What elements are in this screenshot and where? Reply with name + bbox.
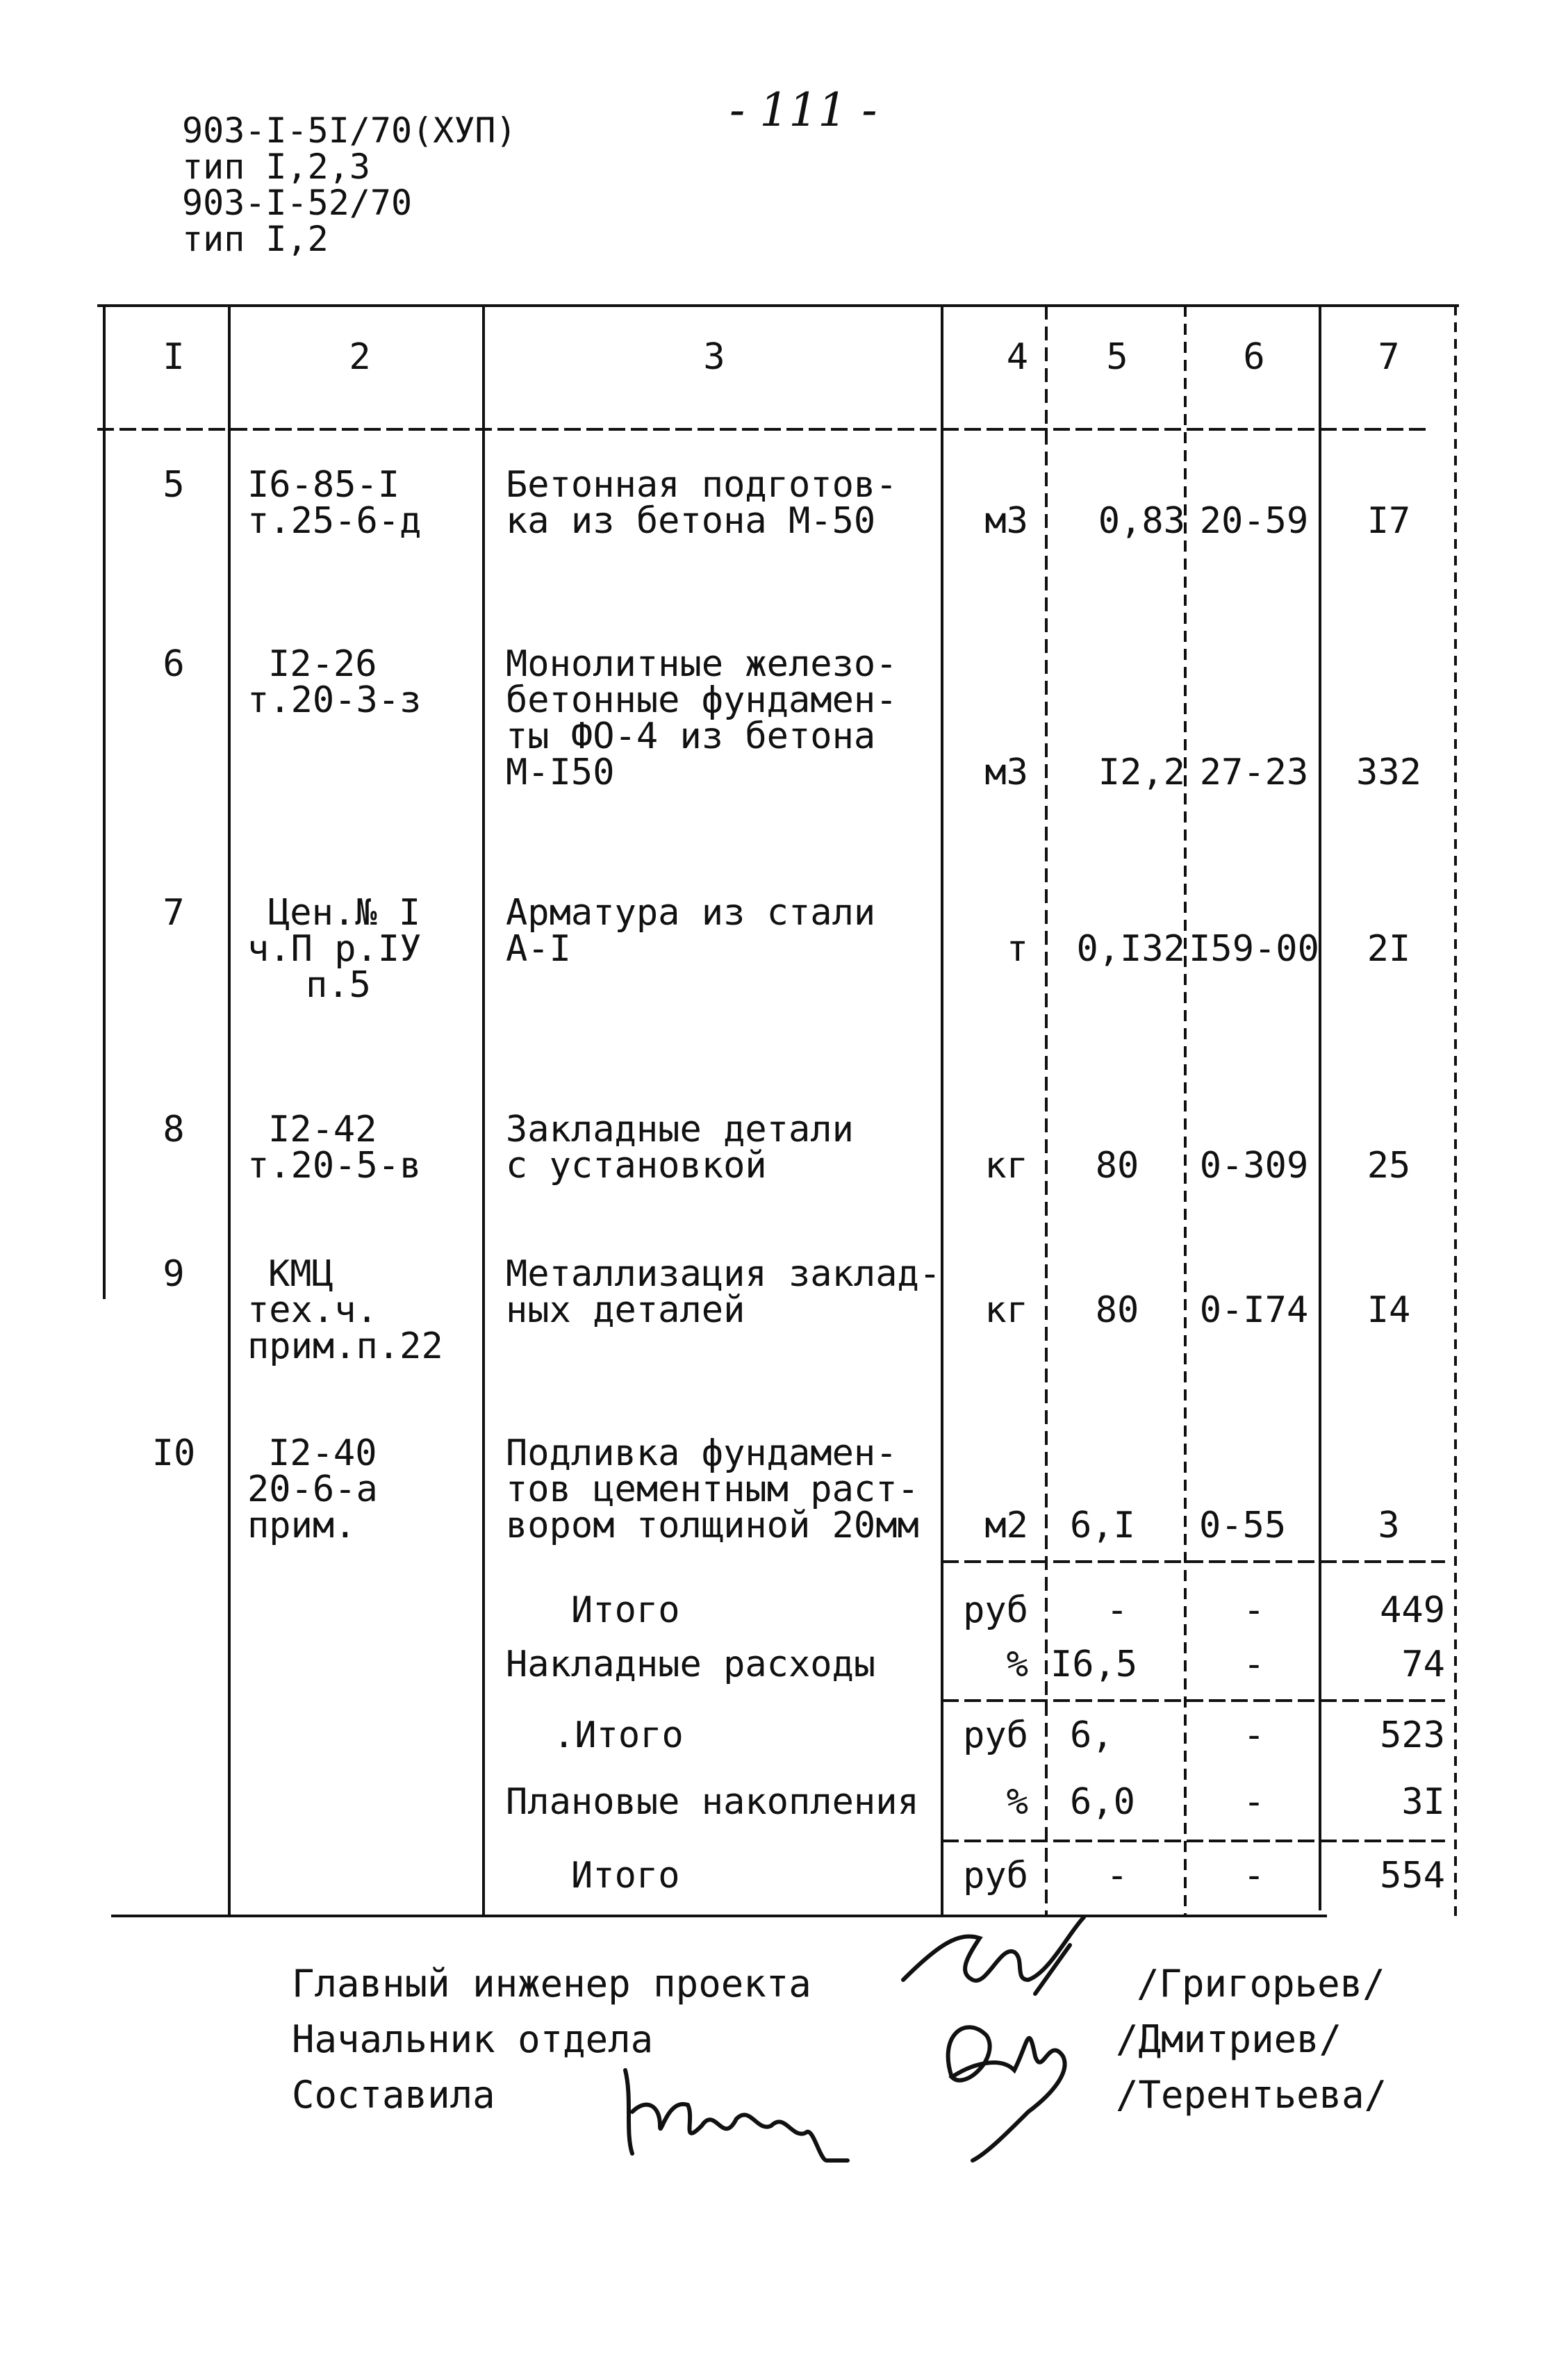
summary-total: 554 — [1380, 1855, 1445, 1896]
row-number: 7 — [163, 892, 185, 934]
row-code: ч.П р.IУ — [247, 928, 422, 970]
col-header-5: 5 — [1106, 336, 1128, 378]
row-name: тов цементным раст- — [506, 1469, 919, 1510]
row-price: 0-309 — [1199, 1145, 1309, 1187]
row-unit: кг — [984, 1289, 1028, 1331]
row-name: ка из бетона М-50 — [506, 500, 876, 542]
dept-head-name: /Дмитриев/ — [1116, 2017, 1342, 2061]
col-header-6: 6 — [1243, 336, 1265, 378]
row-price: 0-55 — [1199, 1505, 1287, 1546]
doc-type-2: тип I,2 — [182, 219, 329, 259]
row-name: М-I50 — [506, 752, 615, 793]
doc-code-1: 903-I-5I/70(ХУП) — [182, 110, 517, 151]
row-unit: т — [1006, 928, 1028, 970]
chief-engineer-name: /Григорьев/ — [1137, 1962, 1385, 2006]
row-name: Монолитные железо- — [506, 643, 898, 685]
row-quantity: 80 — [1095, 1145, 1139, 1187]
summary-quantity: - — [1106, 1855, 1128, 1896]
row-number: I0 — [151, 1432, 196, 1474]
col-header-2: 2 — [349, 336, 371, 378]
col-header-7: 7 — [1378, 336, 1400, 378]
row-price: 27-23 — [1199, 752, 1309, 793]
row-name: ты ФО-4 из бетона — [506, 716, 876, 757]
summary-total: 3I — [1401, 1781, 1445, 1823]
summary-label: Итого — [571, 1855, 680, 1896]
row-unit: м3 — [984, 752, 1028, 793]
summary-price: - — [1243, 1714, 1265, 1756]
row-code: прим.п.22 — [247, 1325, 443, 1367]
row-name: Арматура из стали — [506, 892, 876, 934]
row-quantity: 6,I — [1070, 1505, 1135, 1546]
row-code: т.25-6-д — [247, 500, 422, 542]
row-total: I7 — [1367, 500, 1411, 542]
row-total: 332 — [1356, 752, 1421, 793]
col-header-4: 4 — [1006, 336, 1028, 378]
row-code: I6-85-I — [247, 464, 400, 506]
row-name: А-I — [506, 928, 571, 970]
row-quantity: 0,83 — [1098, 500, 1185, 542]
summary-total: 523 — [1380, 1714, 1445, 1756]
row-price: 0-I74 — [1199, 1289, 1309, 1331]
row-total: I4 — [1367, 1289, 1411, 1331]
summary-price: - — [1243, 1644, 1265, 1685]
row-number: 9 — [163, 1253, 185, 1295]
summary-price: - — [1243, 1855, 1265, 1896]
row-quantity: 80 — [1095, 1289, 1139, 1331]
summary-price: - — [1243, 1781, 1265, 1823]
col-header-3: 3 — [703, 336, 725, 378]
summary-label: .Итого — [553, 1714, 684, 1756]
row-number: 6 — [163, 643, 185, 685]
summary-quantity: 6,0 — [1070, 1781, 1135, 1823]
summary-quantity: - — [1106, 1589, 1128, 1631]
dept-head-signature — [924, 1994, 1084, 2167]
row-name: Подливка фундамен- — [506, 1432, 898, 1474]
row-total: 2I — [1367, 928, 1411, 970]
row-code: I2-42 — [268, 1109, 377, 1150]
summary-label: Итого — [571, 1589, 680, 1631]
summary-unit: % — [1006, 1644, 1028, 1685]
summary-price: - — [1243, 1589, 1265, 1631]
row-unit: м3 — [984, 500, 1028, 542]
row-total: 25 — [1367, 1145, 1411, 1187]
summary-unit: % — [1006, 1781, 1028, 1823]
summary-total: 449 — [1380, 1589, 1445, 1631]
row-price: 20-59 — [1199, 500, 1309, 542]
row-name: ных деталей — [506, 1289, 745, 1331]
summary-total: 74 — [1401, 1644, 1445, 1685]
doc-type-1: тип I,2,3 — [182, 147, 370, 187]
row-name: Бетонная подготов- — [506, 464, 898, 506]
row-code: п.5 — [306, 964, 371, 1006]
row-name: вором толщиной 20мм — [506, 1505, 919, 1546]
row-name: с установкой — [506, 1145, 767, 1187]
compiler-label: Составила — [292, 2073, 495, 2117]
row-price: I59-00 — [1189, 928, 1319, 970]
chief-engineer-label: Главный инженер проекта — [292, 1962, 811, 2006]
compiler-name: /Терентьева/ — [1116, 2073, 1387, 2117]
row-code: прим. — [247, 1505, 356, 1546]
summary-quantity: I6,5 — [1050, 1644, 1138, 1685]
row-code: I2-26 — [268, 643, 377, 685]
summary-quantity: 6, — [1070, 1714, 1114, 1756]
row-code: т.20-3-з — [247, 679, 422, 721]
row-code: 20-6-а — [247, 1469, 378, 1510]
row-code: I2-40 — [268, 1432, 377, 1474]
row-name: бетонные фундамен- — [506, 679, 898, 721]
summary-label: Плановые накопления — [506, 1781, 919, 1823]
row-quantity: 0,I32 — [1076, 928, 1185, 970]
row-total: 3 — [1378, 1505, 1400, 1546]
row-code: тех.ч. — [247, 1289, 378, 1331]
dept-head-label: Начальник отдела — [292, 2017, 654, 2061]
summary-unit: руб — [963, 1714, 1028, 1756]
row-name: Металлизация заклад- — [506, 1253, 941, 1295]
row-unit: кг — [984, 1145, 1028, 1187]
row-quantity: I2,2 — [1098, 752, 1185, 793]
doc-code-2: 903-I-52/70 — [182, 183, 413, 223]
row-code: КМЦ — [268, 1253, 333, 1295]
col-header-1: I — [163, 336, 185, 378]
row-code: т.20-5-в — [247, 1145, 422, 1187]
row-code: Цен.№ I — [268, 892, 421, 934]
row-unit: м2 — [984, 1505, 1028, 1546]
page-number: - 111 - — [729, 83, 877, 137]
row-number: 8 — [163, 1109, 185, 1150]
summary-unit: руб — [963, 1589, 1028, 1631]
summary-label: Накладные расходы — [506, 1644, 876, 1685]
compiler-signature — [611, 2056, 861, 2174]
row-name: Закладные детали — [506, 1109, 854, 1150]
summary-unit: руб — [963, 1855, 1028, 1896]
row-number: 5 — [163, 464, 185, 506]
